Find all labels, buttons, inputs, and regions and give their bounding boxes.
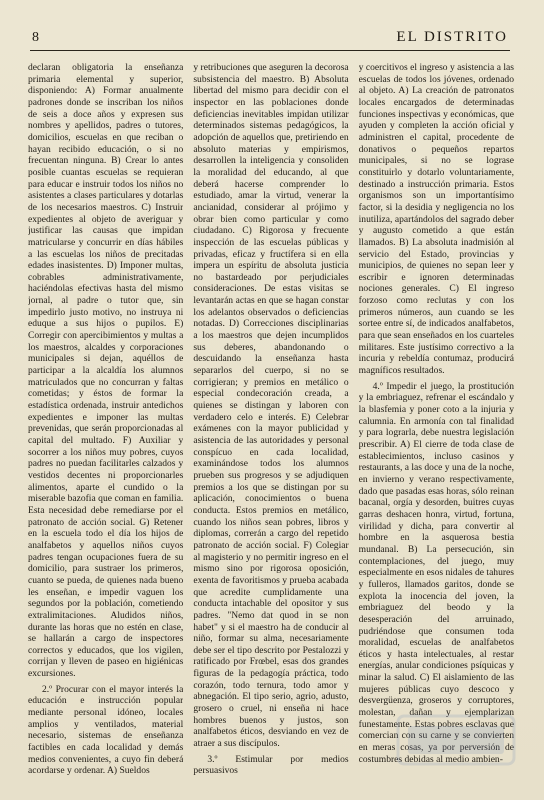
column-1-paragraph-2: 2.º Procurar con el mayor interés la educación e instrucción popular mediante personal idóneo, locales amplios y ventilados, material necesario, sistemas de enseñanza factibles en cada localidad y demás medios convenientes, a cuyo fin deberá acordarse y ordenar. A) Sueldos [28,683,184,777]
text-columns [28,62,514,786]
page-number: 8 [32,30,39,45]
running-head [32,28,508,46]
column-3 [359,62,514,786]
journal-title: EL DISTRITO [396,29,508,45]
column-3-paragraph-2: 4.º Impedir el juego, la prostitución y la embriaguez, refrenar el escándalo y la blasfemia y poner coto a la injuria y calumnia. En armonía con tal finalidad y para lograrla, debe nuestra legislación prescribir. A) El cierre de toda clase de establecimientos, incluso casinos y restaurants, a las doce y una de la noche, en invierno y verano respectivamente, dado que pasadas esas horas, sólo reinan bacanal, orgía y desorden, buitres cuyas garras deshacen honra, virtud, fortuna, virilidad y dicha, para convertir al hombre en la asquerosa bestia mundanal. B) La persecución, sin contemplaciones, del juego, muy especialmente en esos nidales de tahures y fulleros, llamados garitos, donde se explota la inocencia del joven, la embriaguez del beodo y la desesperación del arruinado, pudriéndose que consumen toda moralidad, escuelas de analfabetos éticos y hasta intelectuales, al restar energías, anular condiciones psíquicas y minar la salud. C) El aislamiento de las mujeres públicas cuyo descoco y desvergüenza, groseros y corruptores, molestan, dañan y ejemplarizan funestamente. Estas pobres esclavas que comercian con su carne y se convierten en meras cosas, ya por perversión de costumbres debidas al medio ambien- [358,380,514,765]
header-rule [30,50,510,51]
column-1-paragraph-1: declaran obligatoria la enseñanza primaria elemental y superior, disponiendo: A) Formar anualmente padrones donde se inscriban los niños de seis a doce años y expresen sus nombres y apellidos, padres o tutores, domicilios, escuelas en que reciban o hayan recibido educación, o si no frecuentan ninguna. B) Crear lo antes posible cuantas escuelas se requieran para educar e instruir todos los niños no asistentes a clases particulares y dotarlas de los necesarios maestros. C) Instruir expedientes al objeto de averiguar y justificar las causas que impidan matricularse y concurrir en días hábiles a las escuelas los niños de precitadas edades inasistentes. D) Imponer multas, cobrables administrativamente, haciéndolas efectivas hasta del mismo jornal, al padre o tutor que, sin impedirlo justo motivo, no instruya ni eduque a sus hijos o pupilos. E) Corregir con apercibimientos y multas a los maestros, alcaldes y corporaciones municipales si dejan, aquéllos de participar a la alcaldía los alumnos matriculados que no concurran y faltas cometidas; y éstos de formar la estadística ordenada, instruir antedichos expedientes e imponer las multas prevenidas, que serán proporcionadas al capital del multado. F) Auxiliar y socorrer a los niños muy pobres, cuyos padres no puedan facilitarles calzados y vestidos decentes ni proporcionarles alimentos, aparte el cundido o la miserable bazofia que coman en familia. Esta necesidad debe remediarse por el patronato de acción social. G) Retener en la escuela todo el día los hijos de analfabetos y aquellos niños cuyos padres tengan ocupaciones fuera de su domicilio, para sustraer los primeros, cuanto se pueda, de quienes nada bueno les enseñan, e impedir vaguen los segundos por la población, cometiendo extralimitaciones. Aludidos niños, durante las horas que no estén en clase, se hallarán a cargo de inspectores correctos y educados, que los vigilen, corrijan y lleven de paseo en higiénicas excursiones. [28,62,184,680]
column-2-paragraph-1: y retribuciones que aseguren la decorosa subsistencia del maestro. B) Absoluta libertad del mismo para decidir con el inspector en las poblaciones donde deficiencias inevitables impidan utilizar determinados sistemas pedagógicos, la adopción de aquellos que, pretiriendo en absoluto materias y empirismos, desarrollen la inteligencia y consoliden la moralidad del educando, al que deberá hacerse comprender lo estudiado, amar la virtud, venerar la ancianidad, considerar al prójimo y obrar bien como particular y como ciudadano. C) Rigorosa y frecuente inspección de las escuelas públicas y privadas, eficaz y fructífera si en ella impera un espíritu de absoluta justicia no bastardeado por perjudiciales consideraciones. De estas visitas se levantarán actas en que se hagan constar los adelantos observados o deficiencias notadas. D) Correcciones disciplinarias a los maestros que dejen incumplidos sus deberes, abandonando o descuidando la enseñanza hasta separarlos del cuerpo, si no se corrigieran; y premios en metálico o especial condecoración creada, a quienes se distingan y laboren con verdadero celo e interés. E) Celebrar exámenes con la mayor publicidad y asistencia de las autoridades y personal conspícuo en cada localidad, examinándose todos los alumnos prueben sus progresos y se adjudiquen premios a los que se distingan por su aplicación, conocimientos o buena conducta. Estos premios en metálico, cuando los niños sean pobres, libros y diplomas, correrán a cargo del repetido patronato de acción social. F) Colegiar al magisterio y no permitir ingreso en el mismo sino por rigorosa oposición, exenta de favoritismos y prueba acabada que acredite cumplidamente una conducta intachable del opositor y sus padres. "Nemo dat quod in se non habet" y si el maestro ha de conducir al niño, formar su alma, necesariamente debe ser el tipo descrito por Pestalozzi y ratificado por Frœbel, esas dos grandes figuras de la pedagogía práctica, todo corazón, todo ternura, todo amor y abnegación. El tipo serio, agrio, adusto, grosero o cruel, ni enseña ni hace hombres buenos y justos, son analfabetos éticos, desviando en vez de atraer a sus discípulos. [193,62,349,750]
column-2-paragraph-2: 3.º Estimular por medios persuasivos [193,753,349,777]
column-1 [28,62,183,786]
column-2 [193,62,348,786]
column-3-paragraph-1: y coercitivos el ingreso y asistencia a las escuelas de todos los jóvenes, ordenado al objeto. A) La creación de patronatos locales encargados de determinadas funciones inspectivas y económicas, que ayuden y completen la acción oficial y administren el capital, procedente de donativos o pequeños repartos municipales, si no se lograse constituirlo y dotarlo voluntariamente, destinado a instrucción primaria. Estos organismos son un importantísimo factor, si la desidia y negligencia no los inutiliza, apartándolos del sagrado deber y augusto cometido a que están llamados. B) La absoluta inadmisión al servicio del Estado, provincias y municipios, de quienes no sepan leer y escribir e ignoren determinadas nociones generales. C) El ingreso forzoso como reclutas y con los primeros números, aun cuando se les sortee entre sí, de indicados analfabetos, para que sean enseñados en los cuarteles militares. Este justísimo correctivo a la incuria y rebeldía contumaz, producirá magníficos resultados. [358,62,514,377]
